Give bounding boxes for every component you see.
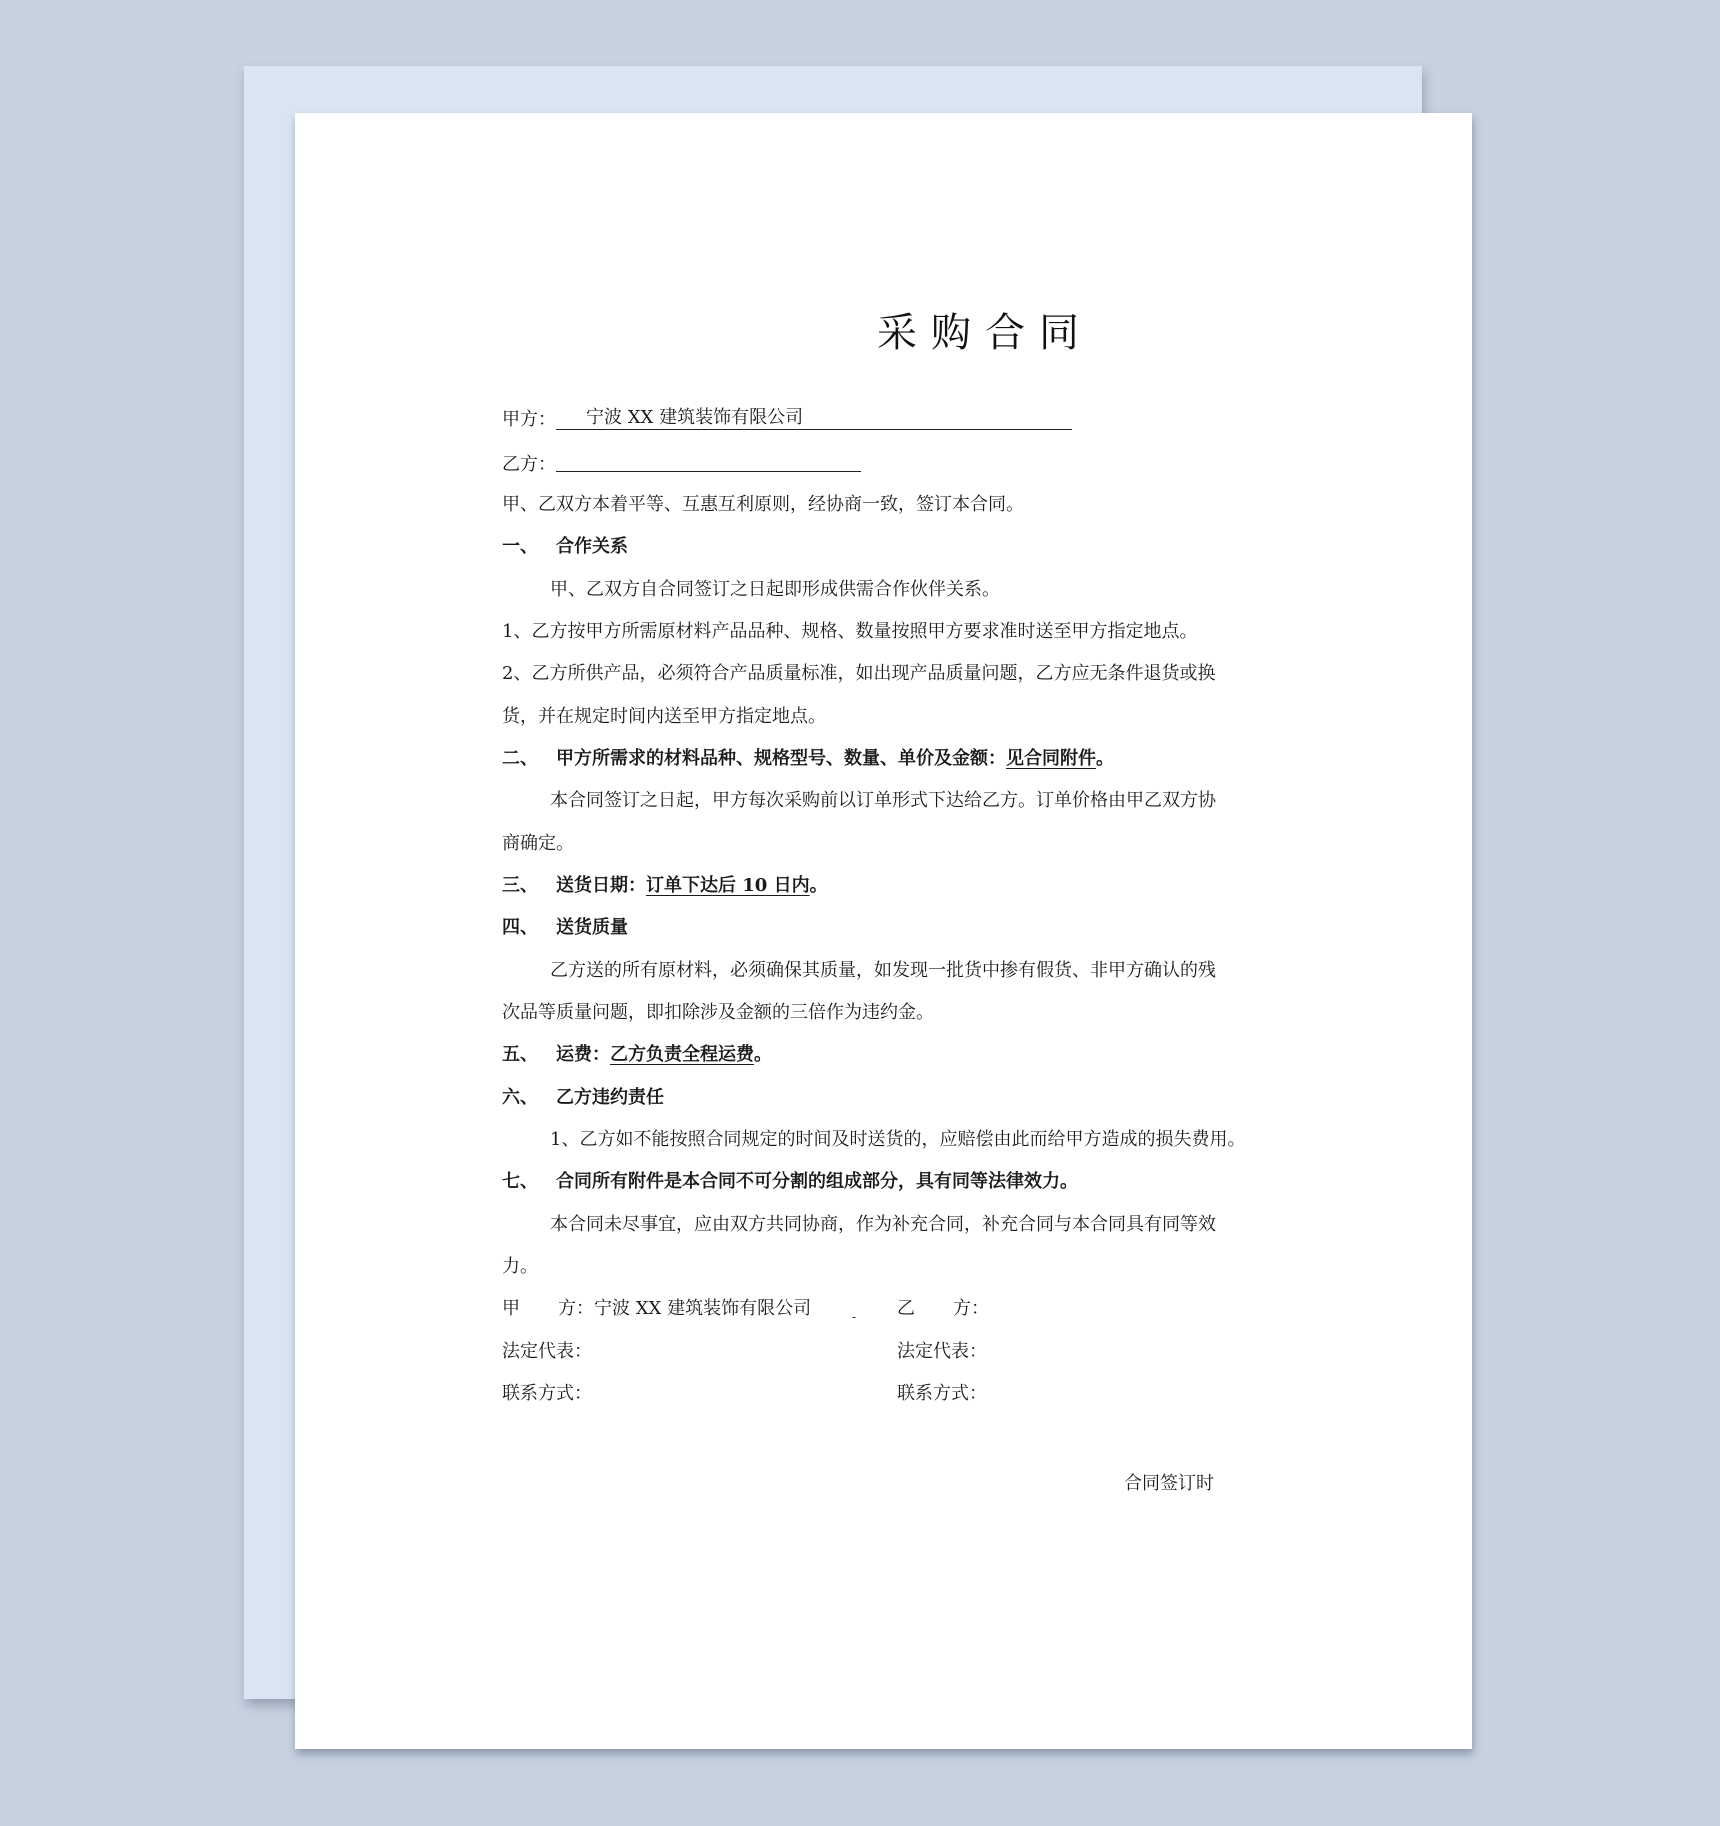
sig-party-a-label-1: 甲 — [502, 1298, 520, 1319]
signing-date-label: 合同签订时 — [1124, 1473, 1214, 1494]
freight-terms: 乙方负责全程运费 — [610, 1044, 754, 1065]
party-a-value: 宁波 XX 建筑装饰有限公司 — [586, 407, 804, 428]
sig-party-b-label-2: 方： — [953, 1298, 989, 1319]
section-number: 一、 — [502, 536, 538, 557]
heading-punctuation: 。 — [754, 1044, 772, 1065]
party-b-line — [502, 447, 861, 477]
section-heading-text: 运费： — [556, 1044, 610, 1065]
signature-rep-row — [502, 1337, 1262, 1367]
preamble: 甲、乙双方本着平等、互惠互利原则，经协商一致，签订本合同。 — [502, 494, 1024, 515]
section-heading-text: 送货质量 — [556, 917, 628, 938]
party-a-line — [502, 405, 1072, 435]
section-7-paragraph-cont: 力。 — [502, 1256, 538, 1277]
section-7-paragraph: 本合同未尽事宜，应由双方共同协商，作为补充合同，补充合同与本合同具有同等效 — [550, 1214, 1216, 1235]
sig-party-a-value: 宁波 XX 建筑装饰有限公司 — [594, 1298, 812, 1319]
document-title: 采购合同 — [877, 310, 1093, 356]
separator-dash: - — [852, 1310, 857, 1324]
section-number: 七、 — [502, 1171, 538, 1192]
section-heading-text: 合作关系 — [556, 536, 628, 557]
section-4-paragraph-cont: 次品等质量问题，即扣除涉及金额的三倍作为违约金。 — [502, 1002, 934, 1023]
delivery-deadline: 订单下达后 10 日内 — [646, 875, 810, 896]
section-1-paragraph: 甲、乙双方自合同签订之日起即形成供需合作伙伴关系。 — [550, 579, 1000, 600]
sig-party-a-label-2: 方： — [558, 1298, 594, 1319]
party-b-label: 乙方： — [502, 454, 556, 475]
heading-punctuation: 。 — [809, 875, 828, 896]
sig-party-b-label-1: 乙 — [897, 1298, 915, 1319]
sig-party-b-rep-label: 法定代表： — [897, 1341, 987, 1362]
sig-party-a-contact-label: 联系方式： — [502, 1383, 592, 1404]
section-number: 三、 — [502, 875, 538, 896]
party-a-label: 甲方： — [502, 409, 556, 430]
section-2-paragraph: 本合同签订之日起，甲方每次采购前以订单形式下达给乙方。订单价格由甲乙双方协 — [550, 790, 1216, 811]
section-1-clause-2-cont: 货，并在规定时间内送至甲方指定地点。 — [502, 706, 826, 727]
section-6-heading — [502, 1083, 664, 1113]
sig-party-b — [897, 1294, 989, 1324]
section-2-paragraph-cont: 商确定。 — [502, 833, 574, 854]
section-heading-text: 送货日期： — [556, 875, 646, 896]
sig-party-b-contact-label: 联系方式： — [897, 1383, 987, 1404]
document-page — [295, 113, 1472, 1749]
attachment-reference: 见合同附件 — [1006, 748, 1096, 769]
section-1-clause-1: 1、乙方按甲方所需原材料产品品种、规格、数量按照甲方要求准时送至甲方指定地点。 — [502, 621, 1198, 642]
section-6-clause-1: 1、乙方如不能按照合同规定的时间及时送货的，应赔偿由此而给甲方造成的损失费用。 — [550, 1129, 1246, 1150]
section-4-paragraph: 乙方送的所有原材料，必须确保其质量，如发现一批货中掺有假货、非甲方确认的残 — [550, 960, 1216, 981]
section-1-heading — [502, 532, 628, 562]
section-heading-text: 甲方所需求的材料品种、规格型号、数量、单价及金额： — [556, 748, 1006, 769]
sig-party-a-rep-label: 法定代表： — [502, 1341, 592, 1362]
section-7-heading — [502, 1167, 1078, 1197]
signature-party-row — [502, 1294, 1262, 1324]
section-2-heading — [502, 744, 1114, 774]
section-3-heading — [502, 871, 828, 901]
section-1-clause-2: 2、乙方所供产品，必须符合产品质量标准，如出现产品质量问题，乙方应无条件退货或换 — [502, 663, 1216, 684]
section-heading-text: 合同所有附件是本合同不可分割的组成部分，具有同等法律效力。 — [556, 1171, 1078, 1192]
section-number: 二、 — [502, 748, 538, 769]
party-a-field[interactable] — [556, 407, 1072, 430]
section-number: 五、 — [502, 1044, 538, 1065]
party-b-field[interactable] — [556, 449, 861, 472]
section-5-heading — [502, 1040, 772, 1070]
section-4-heading — [502, 913, 628, 943]
heading-punctuation: 。 — [1096, 748, 1114, 769]
signature-contact-row — [502, 1379, 1262, 1409]
section-heading-text: 乙方违约责任 — [556, 1087, 664, 1108]
section-number: 四、 — [502, 917, 538, 938]
section-number: 六、 — [502, 1087, 538, 1108]
